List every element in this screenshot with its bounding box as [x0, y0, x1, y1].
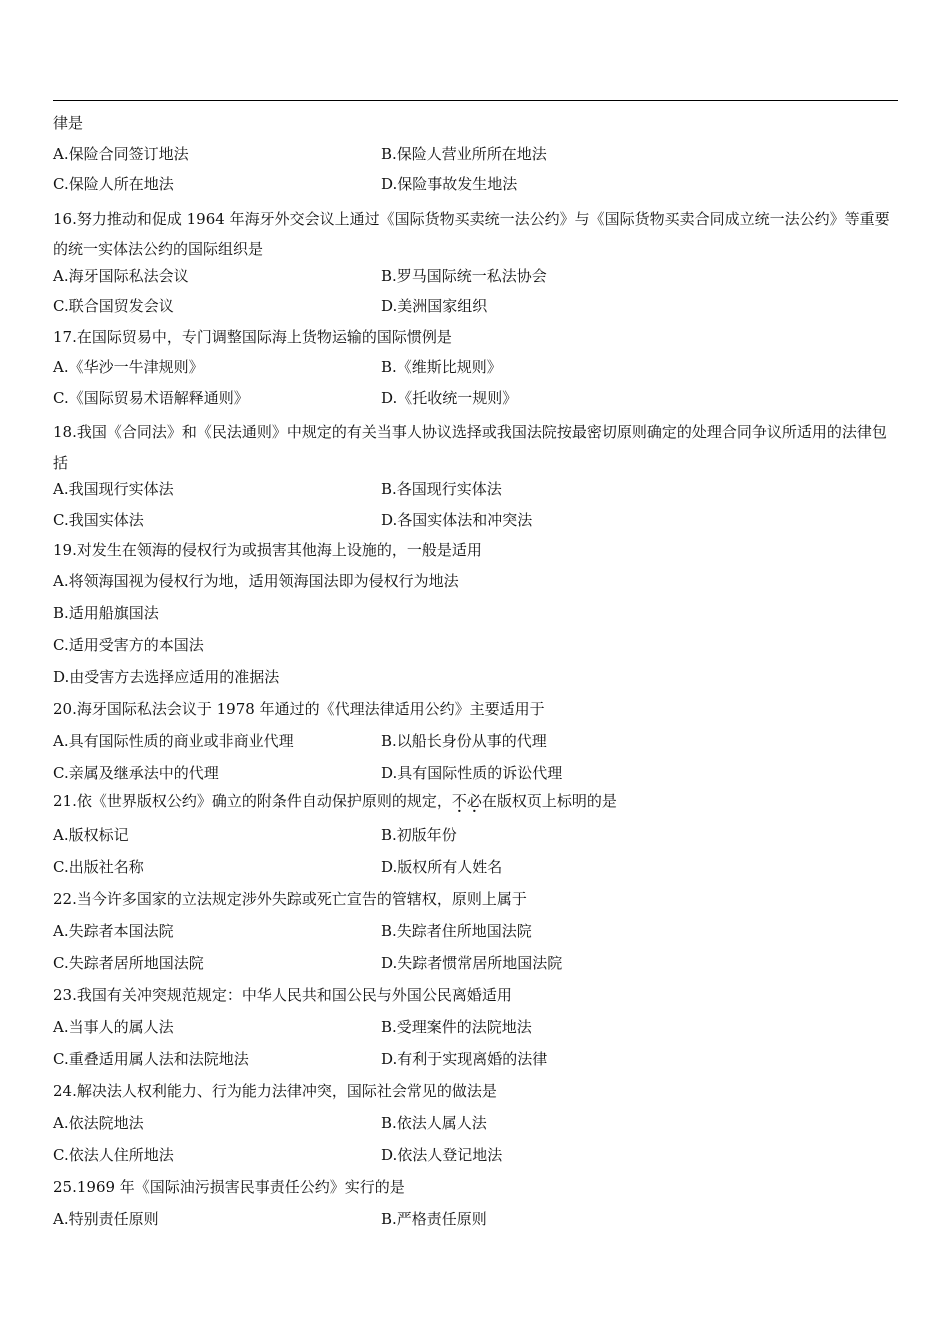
option-d: D.由受害方去选择应适用的准据法	[53, 667, 280, 686]
option-a: A.将领海国视为侵权行为地，适用领海国法即为侵权行为地法	[53, 571, 459, 590]
option-a: A.具有国际性质的商业或非商业代理	[53, 731, 294, 750]
header-rule	[53, 100, 898, 101]
option-c: C.保险人所在地法	[53, 175, 174, 193]
option-c: C.失踪者居所地国法院	[53, 953, 204, 972]
option-b: B.适用船旗国法	[53, 603, 159, 622]
options-row	[53, 1016, 898, 1048]
option-a: A.我国现行实体法	[53, 480, 174, 498]
option-d: D.依法人登记地法	[381, 1145, 503, 1164]
option-a: A.海牙国际私法会议	[53, 266, 189, 285]
option-d: D.失踪者惯常居所地国法院	[381, 953, 563, 972]
options-row	[53, 762, 898, 790]
option-b: B.罗马国际统一私法协会	[381, 266, 547, 285]
options-row	[53, 952, 898, 984]
stem-text: 在版权页上标明的是	[481, 791, 617, 810]
options-row	[53, 1208, 898, 1240]
options-row	[53, 1144, 898, 1176]
question-17-stem: 17.在国际贸易中，专门调整国际海上货物运输的国际惯例是	[53, 327, 452, 346]
emphasis-dotted	[452, 792, 482, 810]
question-18-stem: 18.我国《合同法》和《民法通则》中规定的有关当事人协议选择或我国法院按最密切原则确定的处理合同争议所适用的法律包括	[53, 423, 887, 472]
option-a: A.失踪者本国法院	[53, 921, 174, 940]
option-d: D.有利于实现离婚的法律	[381, 1049, 548, 1068]
options-row	[53, 920, 898, 952]
option-a: A.特别责任原则	[53, 1209, 159, 1228]
option-c: C.出版社名称	[53, 857, 144, 876]
stem-text: 21.依《世界版权公约》确立的附条件自动保护原则的规定，	[53, 791, 452, 810]
option-d: D.版权所有人姓名	[381, 857, 503, 876]
question-19-stem: 19.对发生在领海的侵权行为或损害其他海上设施的，一般是适用	[53, 541, 482, 559]
emphasis-char: 不	[451, 791, 467, 810]
options-row	[53, 730, 898, 762]
options-row	[53, 295, 898, 326]
options-row	[53, 387, 898, 418]
options-row	[53, 478, 898, 509]
option-b: B.失踪者住所地国法院	[381, 921, 532, 940]
option-b: B.依法人属人法	[381, 1113, 487, 1132]
option-c: C.适用受害方的本国法	[53, 635, 204, 654]
option-b: B.初版年份	[381, 825, 457, 844]
option-d: D.具有国际性质的诉讼代理	[381, 763, 563, 782]
options-row	[53, 173, 898, 204]
question-20-stem: 20.海牙国际私法会议于 1978 年通过的《代理法律适用公约》主要适用于	[53, 699, 545, 718]
option-b: B.受理案件的法院地法	[381, 1017, 532, 1036]
option-a: A.版权标记	[53, 825, 129, 844]
option-b: B.以船长身份从事的代理	[381, 731, 547, 750]
option-c: C.我国实体法	[53, 510, 144, 529]
option-b: B.《维斯比规则》	[381, 358, 502, 376]
option-b: B.保险人营业所所在地法	[381, 144, 547, 163]
emphasis-char: 必	[466, 791, 482, 810]
options-row	[53, 356, 898, 387]
option-a: A.《华沙一牛津规则》	[53, 358, 204, 376]
option-b: B.严格责任原则	[381, 1209, 487, 1228]
option-c: C.重叠适用属人法和法院地法	[53, 1049, 249, 1068]
exam-page	[53, 112, 898, 1240]
question-22-stem: 22.当今许多国家的立法规定涉外失踪或死亡宣告的管辖权，原则上属于	[53, 889, 527, 908]
question-23-stem: 23.我国有关冲突规范规定：中华人民共和国公民与外国公民离婚适用	[53, 985, 512, 1004]
option-a: A.当事人的属人法	[53, 1017, 174, 1036]
option-d: D.《托收统一规则》	[381, 388, 518, 407]
option-a: A.依法院地法	[53, 1113, 144, 1132]
question-15-tail: 律是	[53, 114, 84, 132]
options-row	[53, 1048, 898, 1080]
options-row	[53, 509, 898, 540]
question-21-stem	[53, 790, 898, 824]
option-d: D.保险事故发生地法	[381, 175, 518, 193]
options-row	[53, 856, 898, 888]
options-row	[53, 1112, 898, 1144]
option-c: C.依法人住所地法	[53, 1145, 174, 1164]
option-c: C.联合国贸发会议	[53, 297, 174, 315]
question-16-stem: 16.努力推动和促成 1964 年海牙外交会议上通过《国际货物买卖统一法公约》与《国际货物买卖合同成立统一法公约》等重要的统一实体法公约的国际组织是	[53, 209, 890, 258]
option-d: D.各国实体法和冲突法	[381, 510, 533, 529]
question-25-stem: 25.1969 年《国际油污损害民事责任公约》实行的是	[53, 1177, 405, 1196]
emphasis-text	[452, 792, 482, 810]
option-c: C.亲属及继承法中的代理	[53, 763, 219, 782]
options-row	[53, 143, 898, 174]
question-24-stem: 24.解决法人权利能力、行为能力法律冲突，国际社会常见的做法是	[53, 1081, 497, 1100]
option-a: A.保险合同签订地法	[53, 144, 189, 163]
options-row	[53, 824, 898, 856]
options-row	[53, 265, 898, 296]
option-b: B.各国现行实体法	[381, 480, 502, 498]
option-c: C.《国际贸易术语解释通则》	[53, 388, 249, 407]
option-d: D.美洲国家组织	[381, 297, 488, 315]
